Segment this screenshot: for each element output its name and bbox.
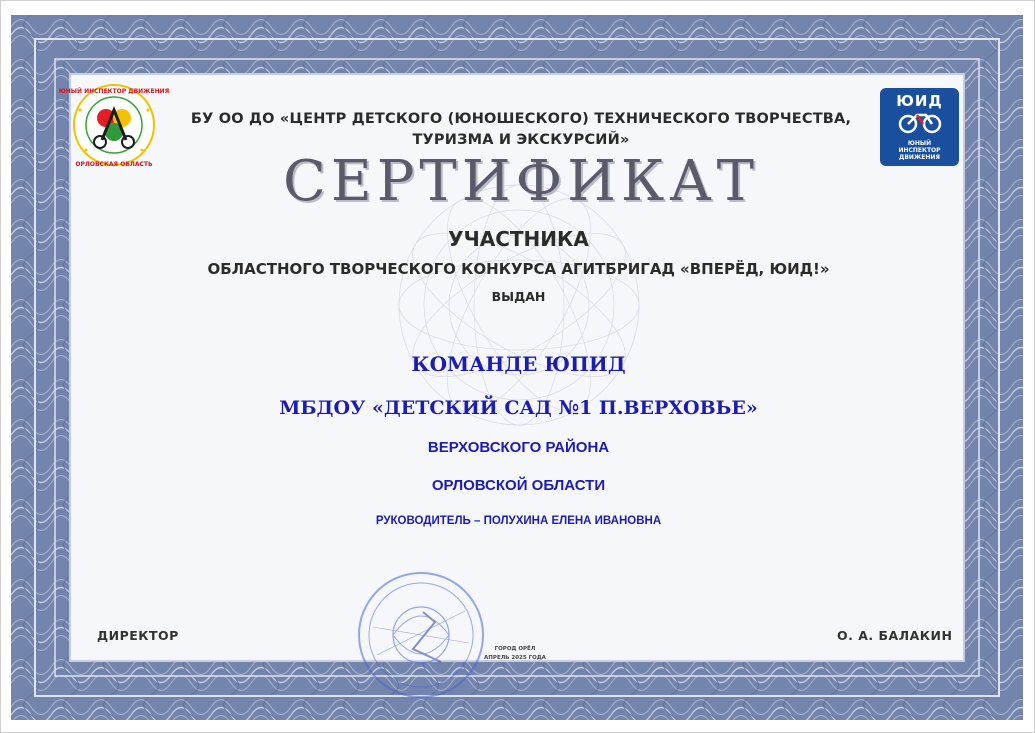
date-label: АПРЕЛЬ 2025 ГОДА [484,655,546,661]
bicycle-icon [895,110,945,134]
recipient-institution: МБДОУ «ДЕТСКИЙ САД №1 П.ВЕРХОВЬЕ» [279,397,758,419]
recipient-district: ВЕРХОВСКОГО РАЙОНА [427,439,610,456]
yid-caption-line2: ИНСПЕКТОР [898,147,941,154]
official-seal-stamp [353,567,493,701]
city-label: ГОРОД ОРЁЛ [494,646,536,652]
yid-logo [880,88,959,166]
recipient-region: ОРЛОВСКОЙ ОБЛАСТИ [431,477,606,494]
event-name: ОБЛАСТНОГО ТВОРЧЕСКОГО КОНКУРСА АГИТБРИГАД «ВПЕРЁД, ЮИД!» [207,260,830,278]
yid-caption-line3: ДВИЖЕНИЯ [898,154,941,161]
emblem-top-text: ЮНЫЙ ИНСПЕКТОР ДВИЖЕНИЯ [58,88,170,95]
issued-label: ВЫДАН [491,289,546,304]
yid-logo-title: ЮИД [896,92,943,110]
emblem-bottom-text: ОРЛОВСКАЯ ОБЛАСТЬ [75,161,153,168]
director-name: О. А. БАЛАКИН [837,628,953,643]
recipient-team: КОМАНДЕ ЮПИД [411,352,626,376]
recipient-leader: РУКОВОДИТЕЛЬ – ПОЛУХИНА ЕЛЕНА ИВАНОВНА [375,515,662,527]
yid-caption-line1: ЮНЫЙ [907,140,932,147]
certificate-title: СЕРТИФИКАТ [282,149,759,214]
yid-oryol-emblem-icon [58,80,170,170]
director-role: ДИРЕКТОР [97,628,179,643]
certificate-subtitle: УЧАСТНИКА [448,227,589,251]
yid-logo-caption [880,140,959,161]
organization-line1: БУ ОО ДО «ЦЕНТР ДЕТСКОГО (ЮНОШЕСКОГО) ТЕХНИЧЕСКОГО ТВОРЧЕСТВА, [190,111,852,127]
place-and-date [475,645,555,663]
organization-line2: ТУРИЗМА И ЭКСКУРСИЙ» [412,132,630,148]
